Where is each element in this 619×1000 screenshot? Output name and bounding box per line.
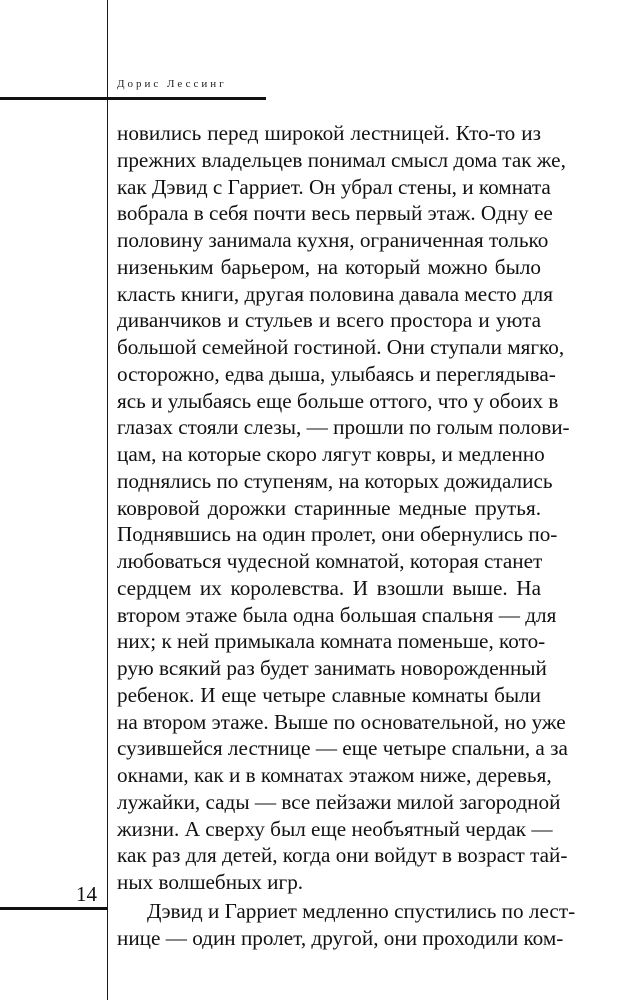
vertical-margin-rule — [107, 0, 108, 1000]
text-line: класть книги, другая половина давала место для — [117, 281, 553, 306]
running-head: Дорис Лессинг — [117, 78, 227, 90]
header-rule — [0, 97, 266, 100]
text-line: прежних владельцев понимал смысл дома так же, — [117, 147, 566, 172]
text-line: втором этаже была одна большая спальня — для — [117, 602, 557, 627]
text-line: ковровой дорожки старинные медные прутья. — [117, 495, 541, 520]
text-line: низеньким барьером, на который можно было — [117, 254, 541, 279]
text-line: окнами, как и в комнатах этажом ниже, деревья, — [117, 763, 552, 787]
text-line: лужайки, сады — все пейзажи милой загородной — [117, 789, 561, 814]
text-line: сузившейся лестнице — еще четыре спальни, а за — [117, 736, 568, 761]
page-number: 14 — [76, 882, 97, 906]
text-line: осторожно, едва дыша, улыбаясь и переглядыва- — [117, 361, 556, 386]
text-line: большой семейной гостиной. Они ступали мягко, — [117, 335, 565, 359]
text-line: нице — один пролет, другой, они проходили ком- — [117, 925, 564, 950]
text-line: на втором этаже. Выше по основательной, но уже — [117, 709, 566, 734]
text-line: вобрала в себя почти весь первый этаж. Одну ее — [117, 201, 553, 226]
text-line-paragraph-start: Дэвид и Гарриет медленно спустились по лест- — [147, 898, 576, 923]
text-line: ребенок. И еще четыре славные комнаты были — [117, 682, 541, 707]
text-line: рую всякий раз будет занимать новорожденный — [117, 656, 547, 680]
text-line: сердцем их королевства. И взошли выше. На — [117, 575, 541, 600]
text-line: жизни. А сверху был еще необъятный чердак — — [117, 816, 553, 841]
text-line: как Дэвид с Гарриет. Он убрал стены, и комната — [117, 174, 551, 199]
footer-rule — [0, 907, 107, 910]
text-line: ных волшебных игр. — [117, 870, 304, 894]
text-line: них; к ней примыкала комната поменьше, кото- — [117, 629, 546, 654]
text-line: ясь и улыбаясь еще больше оттого, что у обоих в — [117, 388, 559, 413]
text-line: любоваться чудесной комнатой, которая станет — [117, 549, 543, 573]
text-line: новились перед широкой лестницей. Кто-то из — [117, 121, 541, 145]
text-line: цам, на которые скоро лягут ковры, и медленно — [117, 442, 545, 466]
text-line: половину занимала кухня, ограниченная только — [117, 228, 549, 252]
text-line: диванчиков и стульев и всего простора и уюта — [117, 308, 541, 333]
text-line: поднялись по ступеням, на которых дожидались — [117, 468, 553, 493]
body-text — [117, 120, 576, 951]
text-line: как раз для детей, когда они войдут в возраст тай- — [117, 843, 568, 868]
text-line: глазах стояли слезы, — прошли по голым полови- — [117, 415, 570, 440]
text-line: Поднявшись на один пролет, они обернулись по- — [117, 522, 558, 547]
